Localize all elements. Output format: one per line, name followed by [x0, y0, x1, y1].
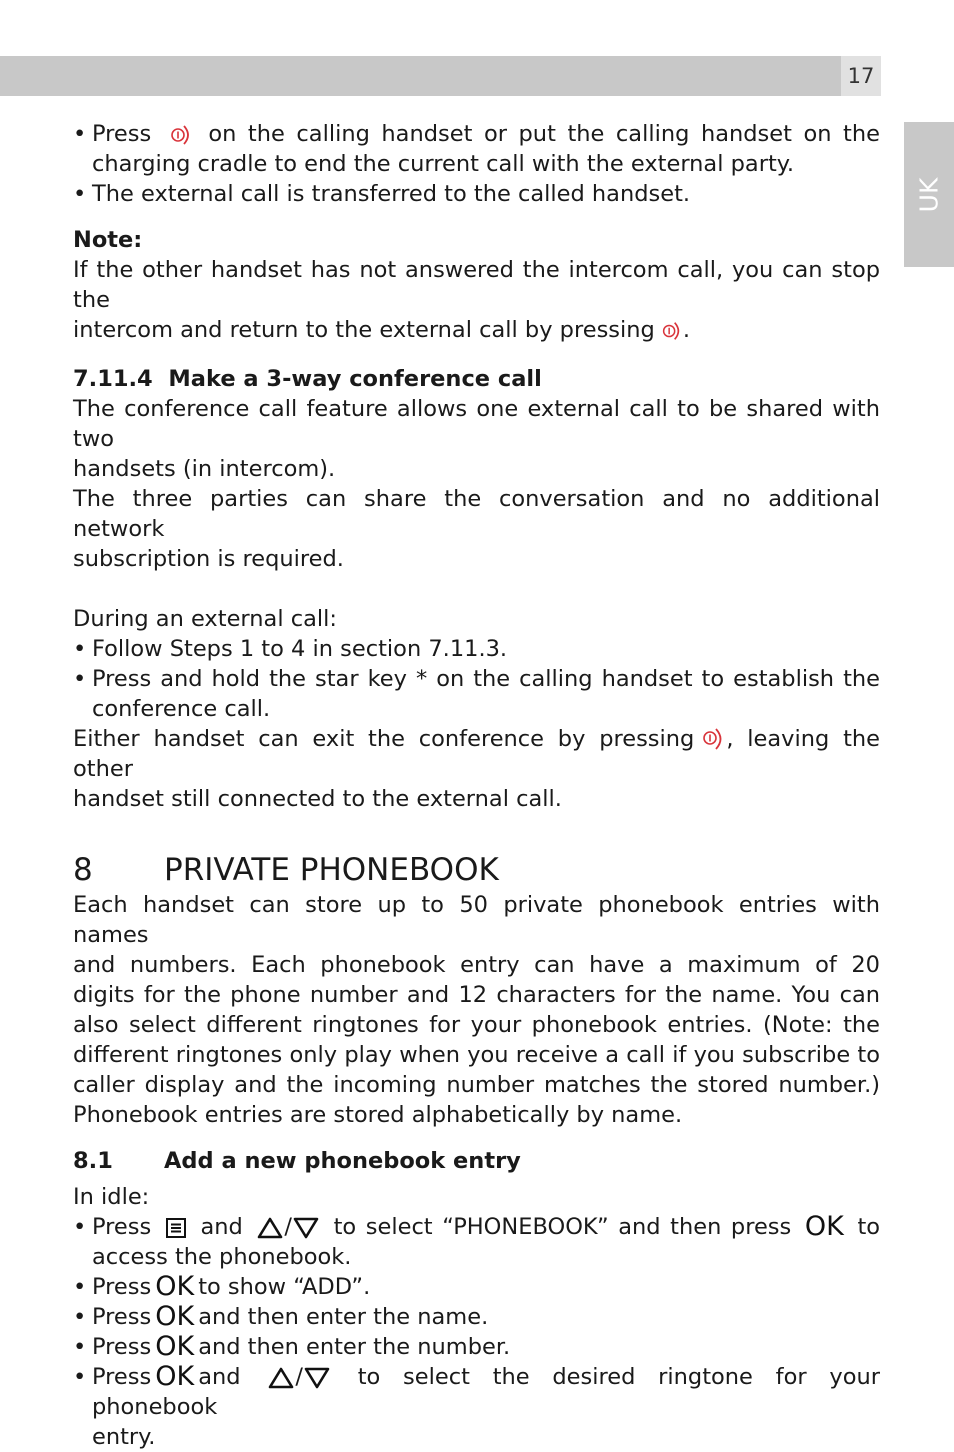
- chapter-heading: 8 PRIVATE PHONEBOOK: [73, 852, 499, 888]
- up-arrow-key-icon: [267, 1366, 295, 1390]
- list-item: • Press OK and then enter the name.: [73, 1301, 489, 1332]
- list-item: • Press and hold the star key * on the calling handset to establish the conference call.: [73, 666, 880, 722]
- language-tab-label: UK: [914, 177, 944, 212]
- end-call-key-icon: [167, 122, 193, 148]
- section-heading: 8.1 Add a new phonebook entry: [73, 1148, 521, 1174]
- list-item: • Press OK and / to select the desired ringtone for your phonebook entry.: [73, 1361, 880, 1450]
- page-content: • Press on the calling handset or put the calling handset on the charging cradle to end the current call with the external party. • The external call is transferred to the called handset. Note: If the other handset has not answered the intercom call, you can stop the intercom and return to the external call by pressing . 7.11.4 Make a 3-way conference call The conference call feature allows one external call to be shared with two handsets (in intercom). The three parties can share the conversation and no additional network subscription is required. During an external call: • Follow Steps 1 to 4 in section 7.11.3. • Press and hold the star key * on the calling handset to establish the conference call. Either handset can exit the conference by pressing , leaving the other handset still connected to the external call. 8 PRIVATE PHONEBOOK Each handset can store up to 50 private phonebook entries with names and numbers. Each phonebook entry can have a maximum of 20 digits for the phone number and 12 characters for the name. You can also select different ringtones for your phonebook entries. (Note: the different ringtones only play when you receive a call if you subscribe to caller display and the incoming number matches the stored number.) Phonebook entries are stored alphabetically by name. 8.1 Add a new phonebook entry In idle: • Press and / to select “PHONEBOOK” and then press OK to access the phonebook. • Press OK to show “ADD”. • Press OK and then enter the name. • Press OK and then enter the number. • Press OK and / to select the desired ringtone for your phonebook entry.: [73, 121, 881, 1450]
- list-item: • Press and / to select “PHONEBOOK” and then press OK to access the phonebook.: [73, 1211, 881, 1270]
- down-arrow-key-icon: [292, 1216, 320, 1240]
- ok-key-icon: OK: [155, 1331, 195, 1362]
- list-item: • The external call is transferred to the called handset.: [73, 181, 691, 207]
- end-call-key-icon: [700, 726, 726, 754]
- list-item: • Press OK and then enter the number.: [73, 1331, 511, 1362]
- header-bar: [0, 56, 841, 96]
- page-number: 17: [841, 56, 881, 96]
- list-item: • Press on the calling handset or put the calling handset on the charging cradle to end the current call with the external party.: [73, 121, 880, 177]
- list-item: • Follow Steps 1 to 4 in section 7.11.3.: [73, 636, 508, 662]
- note-title: Note:: [73, 227, 143, 253]
- down-arrow-key-icon: [303, 1366, 331, 1390]
- section-heading: 7.11.4 Make a 3-way conference call: [73, 366, 542, 392]
- end-call-key-icon: [659, 319, 683, 343]
- up-arrow-key-icon: [256, 1216, 284, 1240]
- ok-key-icon: OK: [804, 1211, 844, 1242]
- list-item: • Press OK to show “ADD”.: [73, 1271, 371, 1302]
- ok-key-icon: OK: [155, 1301, 195, 1332]
- menu-key-icon: [165, 1217, 187, 1239]
- ok-key-icon: OK: [155, 1271, 195, 1302]
- ok-key-icon: OK: [155, 1361, 195, 1392]
- language-tab: [904, 122, 954, 267]
